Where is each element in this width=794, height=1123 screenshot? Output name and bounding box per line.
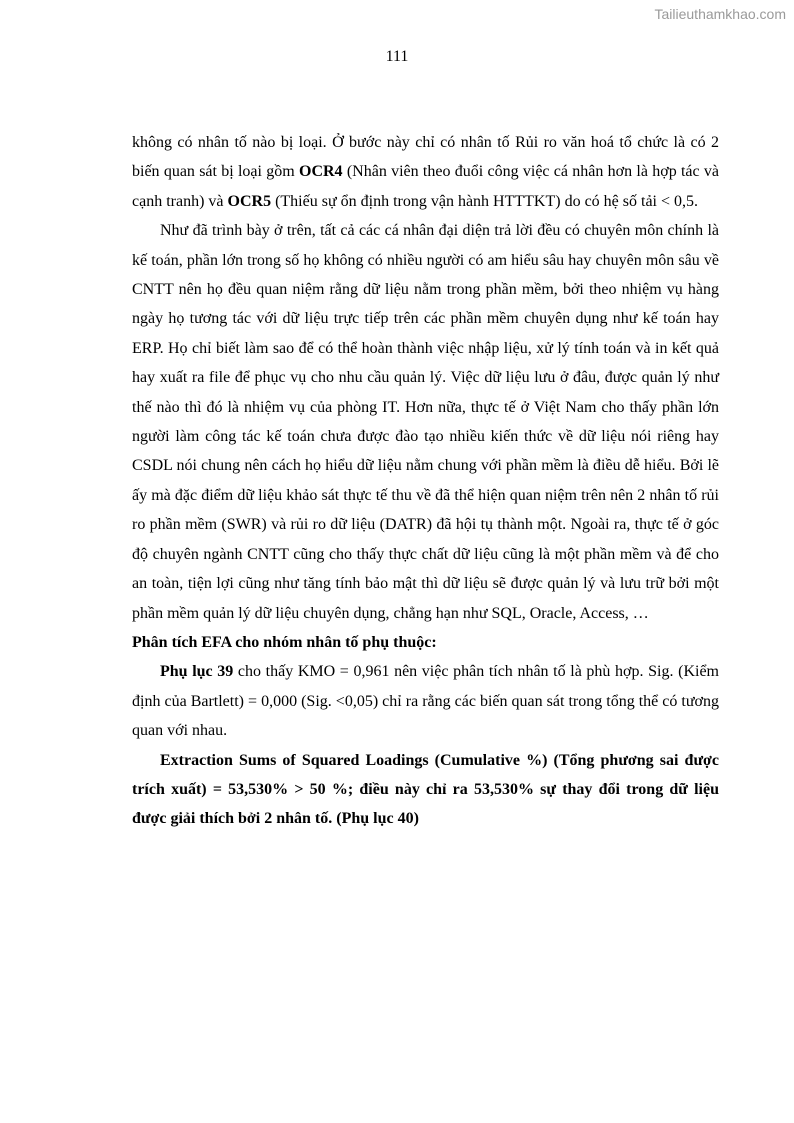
document-body [132,128,719,834]
paragraph-1-text-c: (Nhân viên theo đuổi công việc cá nhân hơn là hợp tác và cạnh tranh) và [132,163,720,210]
paragraph-4 [132,746,719,834]
paragraph-3-text: cho thấy KMO = 0,961 nên việc phân tích nhân tố là phù hợp. Sig. (Kiểm định của Bartlett) = 0,000 (Sig. <0,05) chỉ ra rằng các biến quan sát trong tổng thể có tương quan với nhau. [132,663,720,740]
paragraph-4-bold-text: Extraction Sums of Squared Loadings (Cumulative %) (Tổng phương sai được trích xuất) = 53,530% > 50 %; điều này chỉ ra 53,530% sự thay đổi trong dữ liệu được giải thích bởi 2 nhân tố. (Phụ lục 40) [132,751,719,828]
watermark-text: Tailieuthamkhao.com [654,6,786,22]
code-ocr5: OCR5 [227,192,272,210]
section-heading: Phân tích EFA cho nhóm nhân tố phụ thuộc: [132,633,437,651]
page-number: 111 [385,48,409,65]
paragraph-1-text-a: không có nhân tố nào bị loại. Ở bước này chỉ có nhân tố Rủi ro văn hoá tổ chức là có 2 biến quan sát bị loại gồm [132,134,719,181]
paragraph-3 [132,657,719,745]
code-ocr4: OCR4 [299,163,343,181]
appendix-39-ref: Phụ lục 39 [160,663,234,681]
paragraph-2: Như đã trình bày ở trên, tất cả các cá nhân đại diện trả lời đều có chuyên môn chính là kế toán, phần lớn trong số họ không có nhiều người có am hiểu sâu hay chuyên môn sâu về CNTT nên họ đều quan niệm rằng dữ liệu nằm trong phần mềm, bởi theo nhiệm vụ hàng ngày họ tương tác với dữ liệu trực tiếp trên các phần mềm chuyên dụng như kế toán hay ERP. Họ chỉ biết làm sao để có thể hoàn thành việc nhập liệu, xử lý tính toán và in kết quả hay xuất ra file để phục vụ cho nhu cầu quản lý. Việc dữ liệu lưu ở đâu, được quản lý như thế nào thì đó là nhiệm vụ của phòng IT. Hơn nữa, thực tế ở Việt Nam cho thấy phần lớn người làm công tác kế toán chưa được đào tạo nhiều kiến thức về dữ liệu nói riêng hay CSDL nói chung nên cách họ hiểu dữ liệu nằm chung với phần mềm là điều dễ hiểu. Bởi lẽ ấy mà đặc điểm dữ liệu khảo sát thực tế thu về đã thể hiện quan niệm trên nên 2 nhân tố rủi ro phần mềm (SWR) và rủi ro dữ liệu (DATR) đã hội tụ thành một. Ngoài ra, thực tế ở góc độ chuyên ngành CNTT cũng cho thấy thực chất dữ liệu cũng là một phần mềm và để cho an toàn, tiện lợi cũng như tăng tính bảo mật thì dữ liệu sẽ được quản lý và lưu trữ bởi một phần mềm quản lý dữ liệu chuyên dụng, chẳng hạn như SQL, Oracle, Access, … [132,222,719,622]
paragraph-1 [132,128,719,216]
paragraph-1-text-e: (Thiếu sự ổn định trong vận hành HTTTKT) do có hệ số tải < 0,5. [271,192,699,210]
